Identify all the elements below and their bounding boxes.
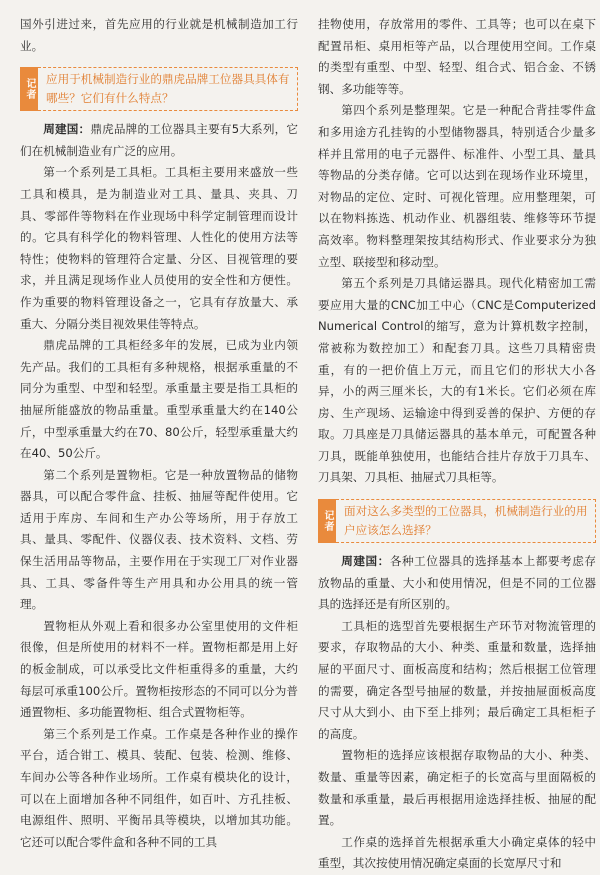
answer-2-paragraph xyxy=(318,551,596,616)
answer-intro-paragraph xyxy=(20,119,298,162)
paragraph-tool-cabinet: 第一个系列是工具柜。工具柜主要用来盛放一些工具和模具，是为制造业对工具、量具、夹具、刀具、零部件等物料在作业现场中科学定制管理而设计的。它具有科学化的物料管理、人性化的使用方法等特性；使物料的管理符合定量、分区、目视管理的要求，并且满足现场作业人员使用的安全性和方便性。作为重要的物料管理设备之一，它具有存放量大、承重大、分隔分类目视效果佳等特点。 xyxy=(20,165,298,331)
speaker-name: 周建国： xyxy=(341,554,390,569)
paragraph-workbench-cont: 挂物使用，存放常用的零件、工具等；也可以在桌下配置吊柜、桌用柜等产品，以合理使用空间。工作桌的类型有重型、中型、轻型、组合式、铝合金、不锈钢、多功能等等。 xyxy=(318,17,596,96)
right-column xyxy=(318,14,596,875)
question-text-2: 面对这么多类型的工位器具，机械制造行业的用户应该怎么选择？ xyxy=(336,499,596,543)
paragraph-rack: 第四个系列是整理架。它是一种配合背挂零件盒和多用途方孔挂钩的小型储物器具，特别适合少量多样并且常用的电子元器件、标准件、小型工具、量具等物品的分类存储。它可以达到在现场作业环境里，对物品的定位、定时、可视化管理。应用整理架，可以在物料拣选、机动作业、机器组装、维修等环节提高效率。物料整理架按其结构形式、作业要求分为独立型、联接型和移动型。 xyxy=(318,103,596,269)
paragraph-storage-cabinet-detail: 置物柜从外观上看和很多办公室里使用的文件柜很像，但是所使用的材料不一样。置物柜都是用上好的板金制成，可以承受比文件柜重得多的重量，大约每层可承重100公斤。置物柜按形态的不同可以分为普通置物柜、多功能置物柜、组合式置物柜等。 xyxy=(20,618,298,720)
reporter-tag: 记者 xyxy=(20,67,38,111)
question-box-1 xyxy=(20,67,298,111)
paragraph-tool-cabinet-selection: 工具柜的选型首先要根据生产环节对物流管理的要求，存取物品的大小、种类、重量和数量，选择抽屉的平面尺寸、面板高度和结构；然后根据工位管理的需要，确定各型号抽屉的数量，并按抽屉面板高度尺寸从大到小、由下至上排列；最后确定工具柜柜子的高度。 xyxy=(318,618,596,741)
speaker-name: 周建国： xyxy=(43,122,91,137)
question-box-2 xyxy=(318,499,596,543)
question-text-1: 应用于机械制造行业的鼎虎品牌工位器具具体有哪些？它们有什么特点？ xyxy=(38,67,298,111)
paragraph-storage-cabinet-selection: 置物柜的选择应该根据存取物品的大小、种类、数量、重量等因素，确定柜子的长宽高与里面隔板的数量和承重量，最后再根据用途选择挂板、抽屉的配置。 xyxy=(318,748,596,828)
left-column xyxy=(20,14,298,853)
answer-intro-text: 鼎虎品牌的工位器具主要有5大系列，它们在机械制造业有广泛的应用。 xyxy=(20,122,298,158)
answer-2-text: 各种工位器具的选择基本上都要考虑存放物品的重量、大小和使用情况，但是不同的工位器具的选择还是有所区别的。 xyxy=(318,554,596,612)
paragraph-workbench: 第三个系列是工作桌。工作桌是各种作业的操作平台，适合钳工、模具、装配、包装、检测、维修、车间办公等各种作业场所。工作桌有模块化的设计，可以在上面增加各种不同组件，如百叶、方孔挂板、电源组件、照明、平衡吊具等模块，以增加其功能。它还可以配合零件盒和各种不同的工具 xyxy=(20,726,298,849)
paragraph-workbench-selection: 工作桌的选择首先根据承重大小确定桌体的轻中重型，其次按使用情况确定桌面的长宽厚尺寸和 xyxy=(318,834,596,871)
reporter-tag: 记者 xyxy=(318,499,336,543)
intro-paragraph: 国外引进过来，首先应用的行业就是机械制造加工行业。 xyxy=(20,17,298,53)
paragraph-storage-cabinet: 第二个系列是置物柜。它是一种放置物品的储物器具，可以配合零件盒、挂板、抽屉等配件使用。它适用于库房、车间和生产办公等场所，用于存放工具、量具、零配件、仪器仪表、技术资料、文档、劳保生活用品等物品，主要作用在于实现工厂对作业器具、工具、零备件等生产用具和办公用具的统一管理。 xyxy=(20,467,298,612)
paragraph-tool-storage: 第五个系列是刀具储运器具。现代化精密加工需要应用大量的CNC加工中心（CNC是Computerized Numerical Control的缩写，意为计算机数字控制，常被称为数控加工）和配套刀具。这些刀具精密贵重，有的一把价值上万元，而且它们的形状大小各异，小的两三厘米长，大的有1米长。它们必须在库房、生产现场、运输途中得到妥善的保护、方便的存取。刀具座是刀具储运器具的基本单元，可配置各种刀具，既能单独使用，也能结合挂片存放于刀具车、刀具架、刀具柜、抽屉式刀具柜等。 xyxy=(318,276,596,485)
paragraph-tool-cabinet-specs: 鼎虎品牌的工具柜经多年的发展，已成为业内领先产品。我们的工具柜有多种规格，根据承重量的不同分为重型、中型和轻型。承重量主要是指工具柜的抽屉所能盛放的物品重量。重型承重量大约在140公斤，中型承重量大约在70、80公斤，轻型承重量大约在40、50公斤。 xyxy=(20,338,298,461)
